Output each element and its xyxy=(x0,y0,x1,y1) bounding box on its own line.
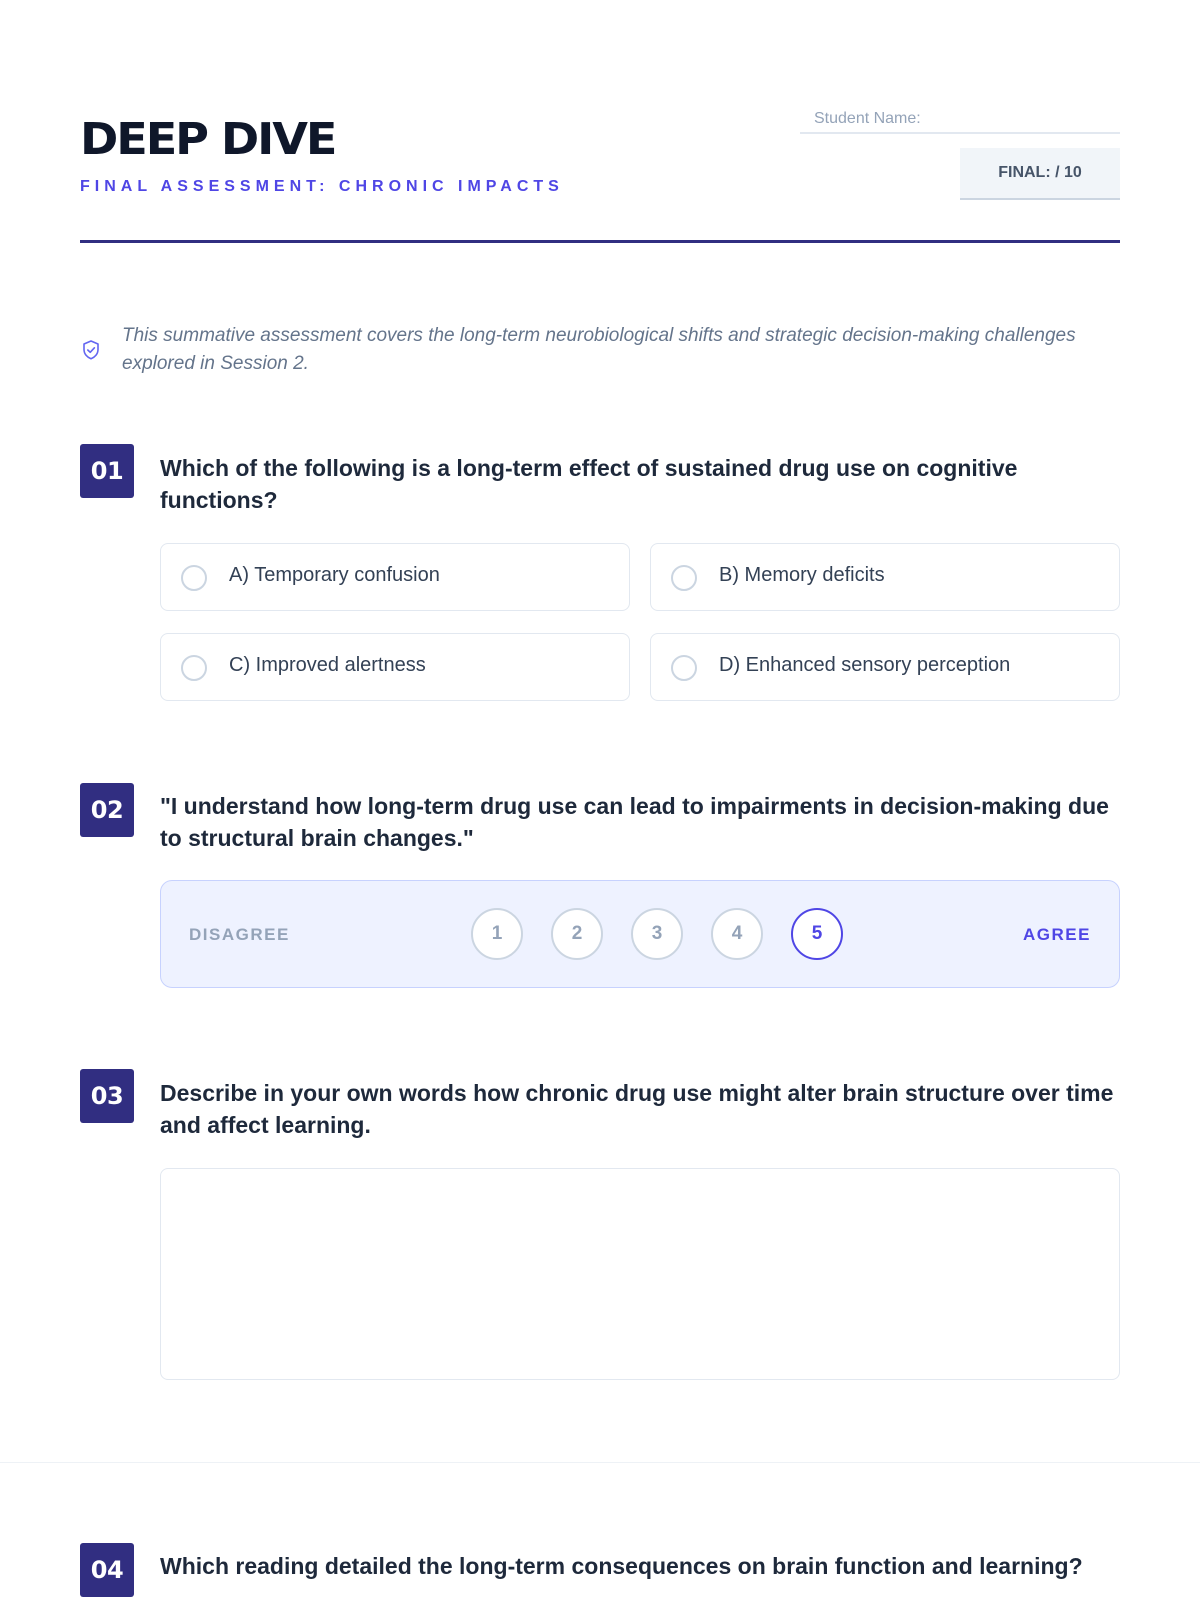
question-number-badge: 02 xyxy=(80,783,134,837)
question-number-badge: 01 xyxy=(80,444,134,498)
radio-button[interactable] xyxy=(671,655,697,681)
question-number-badge: 03 xyxy=(80,1069,134,1123)
scale-point-4[interactable]: 4 xyxy=(711,908,763,960)
scale-disagree-label: DISAGREE xyxy=(189,925,290,944)
option-d[interactable] xyxy=(650,633,1120,701)
radio-button[interactable] xyxy=(181,655,207,681)
answer-textarea[interactable] xyxy=(160,1168,1120,1380)
student-name-label: Student Name: xyxy=(814,110,921,127)
final-score-box: FINAL: / 10 xyxy=(960,148,1120,200)
question-text: Which reading detailed the long-term consequences on brain function and learning? xyxy=(160,1553,1083,1579)
option-label: B) Memory deficits xyxy=(719,564,885,586)
header-divider xyxy=(80,240,1120,243)
section-divider xyxy=(0,1462,1200,1463)
intro-text: This summative assessment covers the long-term neurobiological shifts and strategic decision-making challenges explored in Session 2. xyxy=(122,325,1076,374)
scale-point-5[interactable]: 5 xyxy=(791,908,843,960)
shield-check-icon xyxy=(82,340,100,360)
radio-button[interactable] xyxy=(671,565,697,591)
scale-agree-label: AGREE xyxy=(1023,925,1091,944)
option-a[interactable] xyxy=(160,543,630,611)
page-subtitle: FINAL ASSESSMENT: CHRONIC IMPACTS xyxy=(80,178,564,195)
option-label: D) Enhanced sensory perception xyxy=(719,654,1011,676)
likert-scale xyxy=(160,880,1120,988)
scale-point-2[interactable]: 2 xyxy=(551,908,603,960)
option-label: A) Temporary confusion xyxy=(229,564,440,586)
question-number-badge: 04 xyxy=(80,1543,134,1597)
page-title: DEEP DIVE xyxy=(80,114,336,165)
student-name-field[interactable] xyxy=(800,106,1120,134)
question-text: Describe in your own words how chronic drug use might alter brain structure over time and affect learning. xyxy=(160,1080,1114,1138)
scale-point-1[interactable]: 1 xyxy=(471,908,523,960)
question-text: Which of the following is a long-term effect of sustained drug use on cognitive functions? xyxy=(160,455,1018,513)
option-label: C) Improved alertness xyxy=(229,654,426,676)
question-text: "I understand how long-term drug use can lead to impairments in decision-making due to structural brain changes." xyxy=(160,793,1109,851)
option-b[interactable] xyxy=(650,543,1120,611)
option-c[interactable] xyxy=(160,633,630,701)
radio-button[interactable] xyxy=(181,565,207,591)
scale-point-3[interactable]: 3 xyxy=(631,908,683,960)
